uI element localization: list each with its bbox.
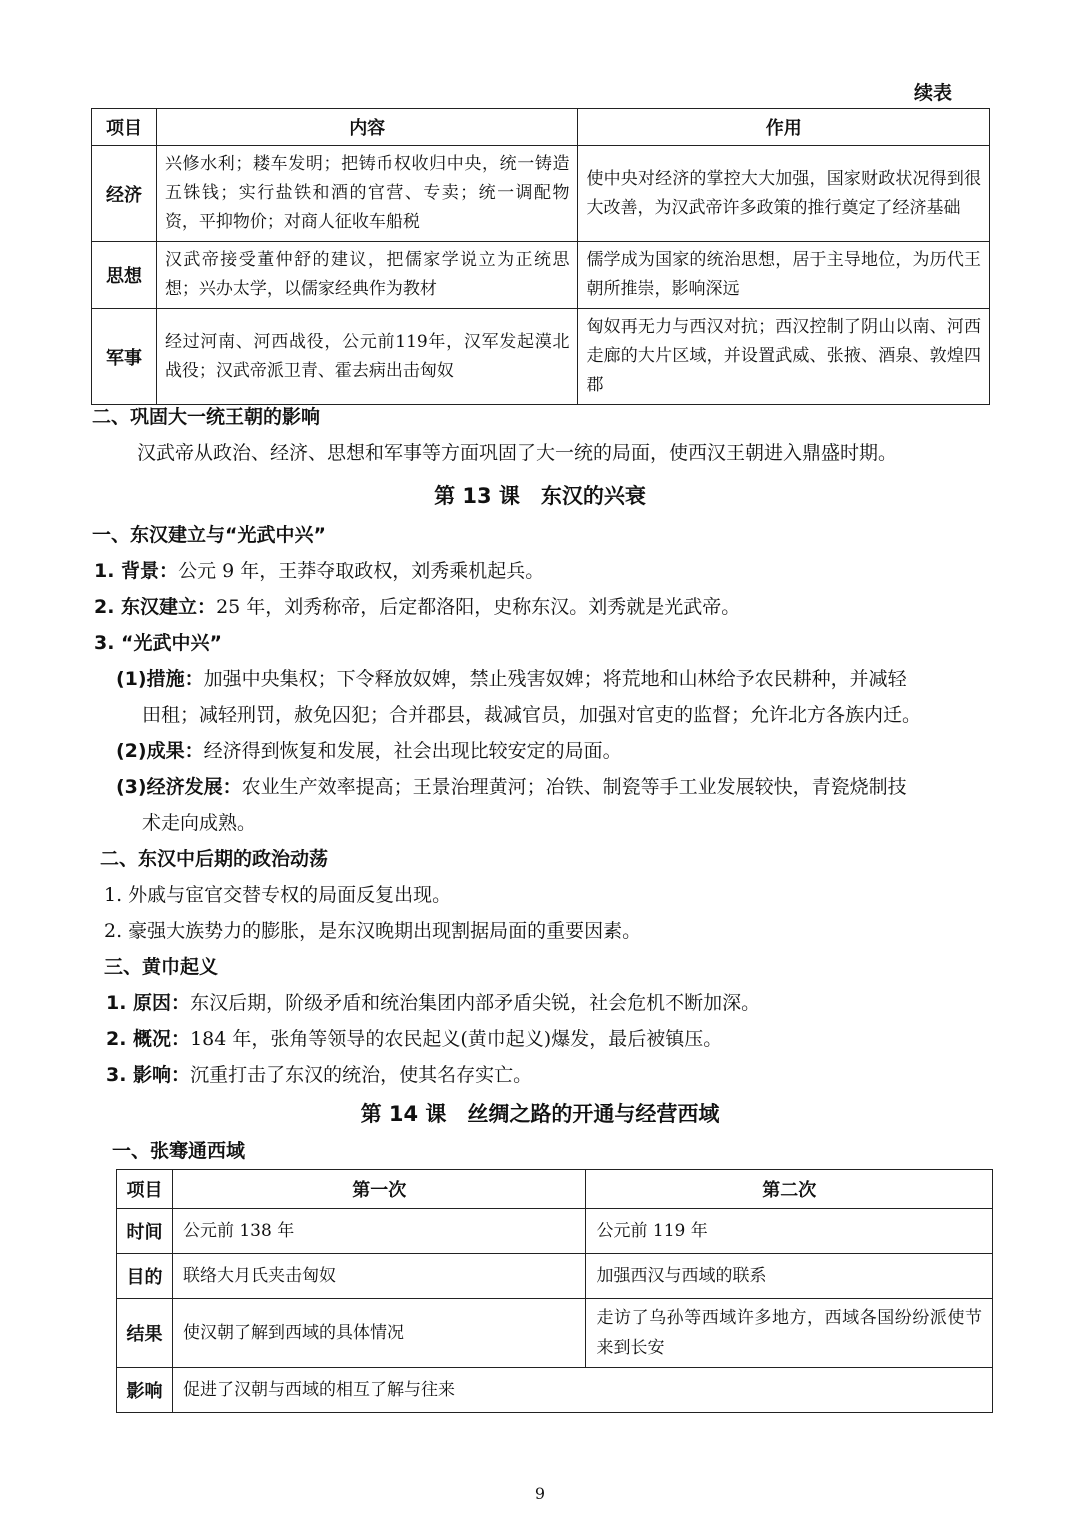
column-header: 第一次 [172,1170,586,1209]
table-row [117,1209,993,1254]
column-header: 内容 [156,109,578,146]
table-row [117,1368,993,1413]
item-text: 经济得到恢复和发展，社会出现比较安定的局面。 [203,740,622,762]
table-header-row [117,1170,993,1209]
first-mission-cell: 使汉朝了解到西域的具体情况 [172,1299,586,1368]
row-label: 经济 [92,146,157,242]
list-item [106,1024,722,1051]
item-label: (2)成果： [116,740,204,762]
table-header-row [92,109,990,146]
list-item [94,592,740,619]
item-text: 184 年，张角等领导的农民起义(黄巾起义)爆发，最后被镇压。 [190,1028,723,1050]
row-label: 目的 [117,1254,173,1299]
item-label: 2. 概况： [106,1028,191,1050]
zhang-qian-missions-table [116,1169,993,1413]
column-header: 项目 [92,109,157,146]
continued-label: 续表 [913,82,952,104]
content-cell: 汉武帝接受董仲舒的建议，把儒家学说立为正统思想；兴办太学，以儒家经典作为教材 [156,242,578,309]
sub-item [116,736,622,763]
table-row [117,1299,993,1368]
effect-cell: 儒学成为国家的统治思想，居于主导地位，为历代王朝所推崇，影响深远 [578,242,990,309]
item-text: 农业生产效率提高；王景治理黄河；冶铁、制瓷等手工业发展较快，青瓷烧制技 [241,776,907,798]
sub-item-continued: 田租；减轻刑罚，赦免囚犯；合并郡县，裁减官员，加强对官吏的监督；允许北方各族内迁。 [142,704,922,726]
item-label: 2. 东汉建立： [94,596,217,618]
column-header: 第二次 [586,1170,993,1209]
section-heading: 一、张骞通西域 [112,1140,246,1162]
impact-cell: 促进了汉朝与西域的相互了解与往来 [172,1368,992,1413]
row-label: 影响 [117,1368,173,1413]
column-header: 作用 [578,109,990,146]
sub-item [116,664,907,691]
content-cell: 兴修水利；耧车发明；把铸币权收归中央，统一铸造五铢钱；实行盐铁和酒的官营、专卖；统一调配物资，平抑物价；对商人征收车船税 [156,146,578,242]
item-label: 3. 影响： [106,1064,191,1086]
table-row [92,146,990,242]
table-row [92,309,990,405]
effect-cell: 匈奴再无力与西汉对抗；西汉控制了阴山以南、河西走廊的大片区域，并设置武威、张掖、酒泉、敦煌四郡 [578,309,990,405]
lesson-title: 第 14 课 丝绸之路的开通与经营西域 [360,1102,720,1126]
effect-cell: 使中央对经济的掌控大大加强，国家财政状况得到很大改善，为汉武帝许多政策的推行奠定了经济基础 [578,146,990,242]
sub-item [116,772,907,799]
item-text: 东汉后期，阶级矛盾和统治集团内部矛盾尖锐，社会危机不断加深。 [190,992,761,1014]
second-mission-cell: 公元前 119 年 [586,1209,993,1254]
item-text: 沉重打击了东汉的统治，使其名存实亡。 [190,1064,533,1086]
sub-item-continued: 术走向成熟。 [142,812,257,834]
row-label: 军事 [92,309,157,405]
section-heading: 二、东汉中后期的政治动荡 [100,848,329,870]
item-text: 25 年，刘秀称帝，后定都洛阳，史称东汉。刘秀就是光武帝。 [216,596,741,618]
item-label: 1. 背景： [94,560,179,582]
item-text: 加强中央集权；下令释放奴婢，禁止残害奴婢；将荒地和山林给予农民耕种，并减轻 [203,668,907,690]
list-item [94,556,544,583]
han-wudi-measures-table [91,108,990,405]
table-row [92,242,990,309]
list-item [106,988,760,1015]
paragraph: 汉武帝从政治、经济、思想和军事等方面巩固了大一统的局面，使西汉王朝进入鼎盛时期。 [137,442,898,464]
row-label: 思想 [92,242,157,309]
lesson-title: 第 13 课 东汉的兴衰 [434,484,646,508]
item-label: (3)经济发展： [116,776,242,798]
column-header: 项目 [117,1170,173,1209]
first-mission-cell: 公元前 138 年 [172,1209,586,1254]
item-label: 1. 原因： [106,992,191,1014]
list-item: 1. 外戚与宦官交替专权的局面反复出现。 [104,884,452,906]
page-number: 9 [534,1484,546,1503]
second-mission-cell: 走访了乌孙等西域许多地方，西域各国纷纷派使节来到长安 [586,1299,993,1368]
table-row [117,1254,993,1299]
section-heading: 二、巩固大一统王朝的影响 [92,406,321,428]
list-item-heading: 3. “光武中兴” [94,632,223,654]
section-heading: 三、黄巾起义 [104,956,219,978]
second-mission-cell: 加强西汉与西域的联系 [586,1254,993,1299]
section-heading: 一、东汉建立与“光武中兴” [92,524,326,546]
list-item: 2. 豪强大族势力的膨胀，是东汉晚期出现割据局面的重要因素。 [104,920,642,942]
list-item [106,1060,532,1087]
item-text: 公元 9 年，王莽夺取政权，刘秀乘机起兵。 [178,560,545,582]
row-label: 结果 [117,1299,173,1368]
item-label: (1)措施： [116,668,204,690]
first-mission-cell: 联络大月氏夹击匈奴 [172,1254,586,1299]
row-label: 时间 [117,1209,173,1254]
content-cell: 经过河南、河西战役，公元前119年，汉军发起漠北战役；汉武帝派卫青、霍去病出击匈奴 [156,309,578,405]
